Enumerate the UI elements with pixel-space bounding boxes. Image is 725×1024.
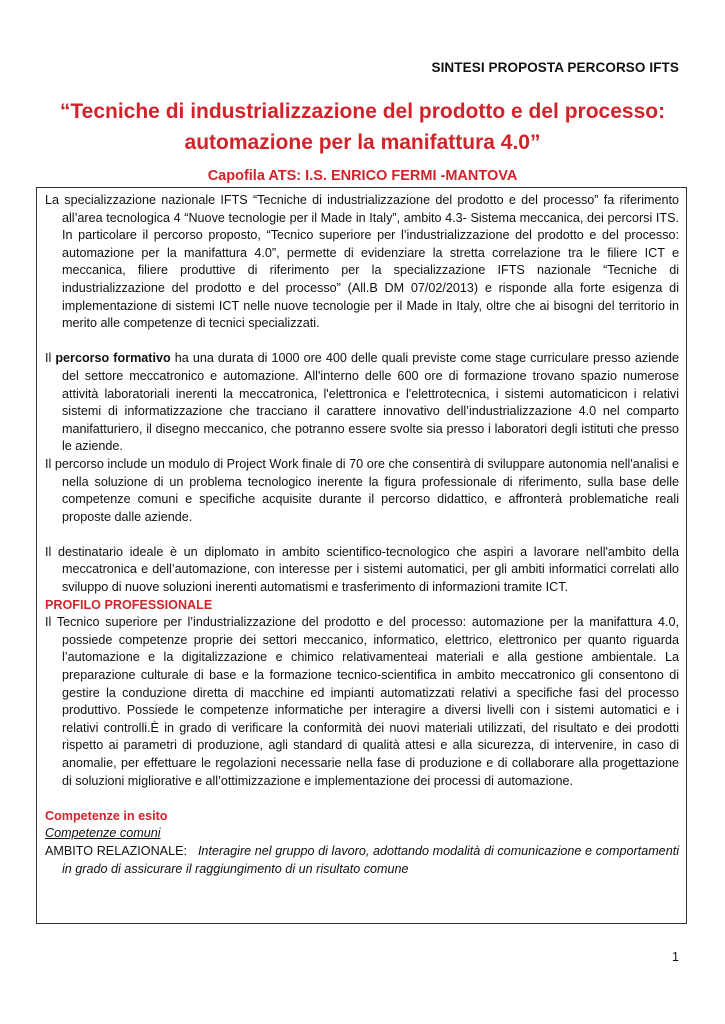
project-work-paragraph: Il percorso include un modulo di Project Work finale di 70 ore che consentirà di sviluppare autonomia nell'analisi e nella soluzione di un problema tecnologico inerente la figura professionale di riferimento, sulla base delle competenze comuni e specifiche acquisite durante il percorso didattico, e affronterà problematiche reali proposte dalle aziende. <box>45 456 679 524</box>
ambito-relazionale <box>45 843 679 878</box>
page-number: 1 <box>672 950 679 964</box>
capofila-subtitle: Capofila ATS: I.S. ENRICO FERMI -MANTOVA <box>207 168 518 184</box>
profilo-paragraph: Il Tecnico superiore per l’industrializzazione del prodotto e del processo: automazione per la manifattura 4.0, possiede competenze proprie dei settori meccanico, informatico, elettrico, elettronico per quanto riguarda l’automazione e la digitalizzazione e chimico relativamenteai materiali e alla gestione ambientale. La preparazione culturale di base e la formazione tecnico-scientifica in ambito meccatronico gli consentono di gestire la conduzione diretta di macchine ed impianti automatizzati relativi a specifiche fasi del processo produttivo. Possiede le competenze informatiche per interagire a diversi livelli con i sistemi automatici e i relativi controlli.È in grado di verificare la conformità dei nuovi materiali utilizzati, del risultato e dei prodotti rispetto ai parametri di produzione, agli standard di qualità attesi e alla sicurezza, di intervenire, in caso di anomalie, per effettuare le regolazioni necessarie nella fase di produzione e di collaborare alla progettazione di soluzioni migliorative e all’ottimizzazione e implementazione dei processi di automazione. <box>45 615 679 788</box>
profilo-heading: PROFILO PROFESSIONALE <box>45 597 213 612</box>
main-title-line-2: automazione per la manifattura 4.0” <box>184 131 541 154</box>
main-title <box>40 96 685 158</box>
spacer <box>45 790 679 808</box>
competenze-comuni-label: Competenze comuni <box>45 826 161 841</box>
document-header: SINTESI PROPOSTA PERCORSO IFTS <box>431 60 679 75</box>
percorso-paragraph <box>45 350 679 456</box>
spacer <box>45 526 679 544</box>
competenze-heading: Competenze in esito <box>45 808 168 823</box>
percorso-text: ha una durata di 1000 ore 400 delle quali previste come stage curriculare presso aziende del settore meccatronico e automazione. All'interno delle 600 ore di formazione trovano spazio numerose attività laboratoriali inerenti la meccatronica, l'elettronica e l'elettrotecnica, i sistemi automaticicon i relativi sistemi di informatizzazione che tracciano il carattere innovativo dell’industrializzazione 4.0 nel comparto manifatturiero, il disegno meccanico, che potranno essere svolte sia presso i laboratori degli istituti che presso le aziende. <box>62 351 679 454</box>
spacer <box>45 333 679 351</box>
destinatario-paragraph: Il destinatario ideale è un diplomato in ambito scientifico-tecnologico che aspiri a lavorare nell'ambito della meccatronica e dell’automazione, con interesse per i sistemi automatici, per gli ambiti informatici correlati allo sviluppo di nuove soluzioni inerenti automatismi e trasferimento di informazioni tramite ICT. <box>45 544 679 595</box>
ambito-label: AMBITO RELAZIONALE: <box>45 843 187 858</box>
intro-paragraph: La specializzazione nazionale IFTS “Tecniche di industrializzazione del prodotto e del processo” fa riferimento all’area tecnologica 4 “Nuove tecnologie per il Made in Italy”, ambito 4.3- Sistema meccanica, dei percorsi ITS. In particolare il percorso proposto, “Tecnico superiore per l’industrializzazione del prodotto e del processo: automazione per la manifattura 4.0”, permette di evidenziare la stretta correlazione tra le filiere ICT e meccanica, filiere produttive di riferimento per la specializzazione IFTS nazionale “Tecniche di industrializzazione del prodotto e del processo” (All.B DM 07/02/2013) e risponde alla forte esigenza di implementazione di sistemi ICT nelle nuove tecnologie per il Made in Italy, oltre che ai bisogni del territorio in merito alle competenze di tecnici specializzati. <box>45 193 679 331</box>
percorso-formativo-bold: percorso formativo <box>55 351 171 366</box>
percorso-prefix: Il <box>45 351 56 366</box>
main-title-line-1: “Tecniche di industrializzazione del prodotto e del processo: <box>59 100 666 123</box>
ambito-text: Interagire nel gruppo di lavoro, adottando modalità di comunicazione e comportamenti in grado di assicurare il raggiungimento di un risultato comune <box>62 843 679 876</box>
content-box <box>36 187 687 924</box>
